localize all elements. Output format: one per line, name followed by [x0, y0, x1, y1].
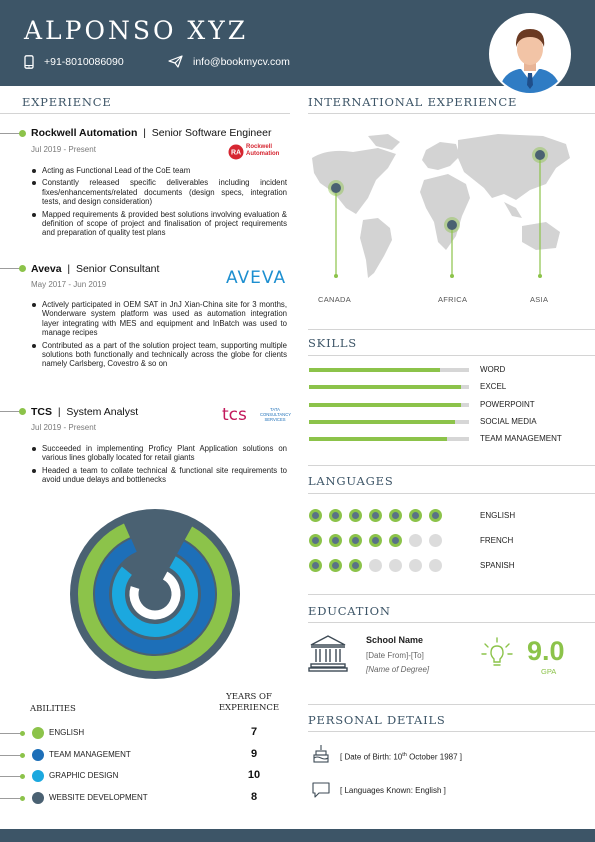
skill-name: SOCIAL MEDIA: [480, 417, 537, 426]
language-level-dot: [329, 534, 342, 547]
language-level-dot: [429, 559, 442, 572]
skill-row: [309, 417, 579, 429]
language-level-dot: [329, 509, 342, 522]
ability-label: GRAPHIC DESIGN: [49, 771, 119, 780]
ability-label: TEAM MANAGEMENT: [49, 750, 131, 759]
job-date: Jul 2019 - Present: [31, 145, 96, 154]
language-row: [309, 559, 579, 573]
timeline-dot: [19, 408, 26, 415]
education-dates: [Date From]-[To]: [366, 651, 424, 660]
ability-row: [0, 769, 290, 783]
education-top-divider: [308, 594, 595, 595]
timeline-dot: [19, 130, 26, 137]
skill-level-fill: [309, 420, 455, 424]
skill-name: POWERPOINT: [480, 400, 535, 409]
ability-years: 8: [250, 791, 258, 803]
language-level-dot: [409, 559, 422, 572]
date-of-birth: [ Date of Birth: 10th October 1987 ]: [340, 752, 463, 762]
map-label-asia: ASIA: [530, 295, 549, 304]
bullet-item: Headed a team to collate technical & functional site requirements to avoid undue delays and bottlenecks: [31, 466, 287, 485]
sea-islands-shape: [504, 202, 522, 218]
languages-divider: [308, 493, 595, 494]
map-label-africa: AFRICA: [438, 295, 468, 304]
europe-shape: [422, 142, 460, 170]
skill-bar: [309, 403, 469, 407]
skill-row: [309, 400, 579, 412]
ability-label: WEBSITE DEVELOPMENT: [49, 793, 148, 802]
timeline-dot: [19, 265, 26, 272]
company-name: Aveva: [31, 263, 62, 275]
gpa-label: GPA: [541, 667, 557, 676]
greenland-shape: [368, 134, 400, 150]
language-level-dot: [309, 559, 322, 572]
svg-text:RA: RA: [230, 149, 242, 157]
ability-years: 7: [250, 726, 258, 738]
job-title: Rockwell Automation | Senior Software Engineer: [31, 127, 272, 139]
phone-number: +91-8010086090: [44, 56, 124, 68]
africa-shape: [420, 174, 470, 250]
language-level-dot: [369, 534, 382, 547]
language-level-dot: [329, 559, 342, 572]
paper-plane-icon: [168, 55, 183, 68]
skill-level-fill: [309, 437, 447, 441]
job-title: TCS | System Analyst: [31, 406, 139, 418]
international-divider: [308, 113, 595, 114]
bullet-item: Constantly released specific deliverables including incident fixes/enhancements/related documents (design specs, integration tests, and design consideration): [31, 178, 287, 206]
abilities-radial-chart: [70, 509, 240, 679]
school-name: School Name: [366, 635, 424, 645]
phone-icon: [24, 55, 34, 69]
south-america-shape: [360, 218, 392, 278]
ability-row: [0, 726, 290, 740]
skill-level-fill: [309, 368, 440, 372]
personal-divider: [308, 731, 595, 732]
phone-contact: [24, 55, 124, 69]
aveva-logo: AVEVA: [226, 268, 287, 288]
ability-years: 9: [250, 748, 258, 760]
languages-heading: LANGUAGES: [308, 474, 394, 488]
job-bullets: [31, 300, 287, 372]
ability-color-dot: [32, 727, 44, 739]
language-level-dot: [409, 509, 422, 522]
language-level-dot: [389, 534, 402, 547]
skill-name: TEAM MANAGEMENT: [480, 434, 562, 443]
bank-building-icon: [308, 634, 348, 672]
company-name: TCS: [31, 406, 52, 418]
gpa-value: 9.0: [527, 636, 565, 666]
abilities-header: ABILITIES: [30, 704, 76, 714]
ability-years: 10: [247, 769, 261, 781]
skill-row: [309, 434, 579, 446]
company-name: Rockwell Automation: [31, 127, 138, 139]
email-contact: [168, 55, 290, 68]
language-level-dot: [349, 559, 362, 572]
email-address: info@bookmycv.com: [193, 55, 290, 68]
experience-divider: [0, 113, 290, 114]
timeline-connector: [0, 268, 20, 269]
job-title: Aveva | Senior Consultant: [31, 263, 160, 275]
language-level-dot: [409, 534, 422, 547]
ability-color-dot: [32, 770, 44, 782]
skill-bar: [309, 437, 469, 441]
radial-chart-core: [140, 579, 170, 609]
lightbulb-icon: [480, 636, 514, 670]
ability-row: [0, 791, 290, 805]
skills-divider: [308, 355, 595, 356]
language-name: ENGLISH: [480, 511, 516, 520]
skill-row: [309, 382, 579, 394]
skill-level-fill: [309, 403, 461, 407]
bullet-item: Succeeded in implementing Proficy Plant Application solutions on various lines globally located for retail giants: [31, 444, 287, 463]
skill-bar: [309, 420, 469, 424]
years-experience-header: YEARS OF EXPERIENCE: [218, 692, 280, 713]
profile-photo: [489, 13, 571, 95]
skills-heading: SKILLS: [308, 336, 357, 350]
australia-shape: [522, 222, 560, 250]
rockwell-logo: [228, 143, 290, 166]
job-role: Senior Consultant: [75, 263, 160, 275]
language-level-dot: [369, 559, 382, 572]
skill-bar: [309, 385, 469, 389]
language-level-dot: [429, 534, 442, 547]
world-map: [308, 128, 578, 293]
map-label-canada: CANADA: [318, 295, 352, 304]
timeline-connector: [0, 133, 20, 134]
speech-bubble-icon: [311, 781, 331, 799]
language-level-dot: [309, 509, 322, 522]
job-role: Senior Software Engineer: [151, 127, 272, 139]
asia-shape: [458, 134, 570, 200]
bullet-item: Contributed as a part of the solution project team, supporting multiple solutions both functionally and technically across the globe for clients namely Carlsberg, Covestro & so on: [31, 341, 287, 369]
language-level-dot: [389, 509, 402, 522]
job-bullets: [31, 444, 287, 488]
languages-top-divider: [308, 465, 595, 466]
language-level-dot: [429, 509, 442, 522]
language-row: [309, 509, 579, 523]
timeline-connector: [0, 411, 20, 412]
language-level-dot: [349, 534, 362, 547]
personal-heading: PERSONAL DETAILS: [308, 713, 446, 727]
skill-level-fill: [309, 385, 461, 389]
skill-name: WORD: [480, 365, 506, 374]
language-level-dot: [369, 509, 382, 522]
footer-bar: [0, 829, 595, 842]
language-level-dot: [309, 534, 322, 547]
experience-heading: EXPERIENCE: [22, 95, 112, 109]
bullet-item: Acting as Functional Lead of the CoE team: [31, 166, 287, 175]
personal-top-divider: [308, 704, 595, 705]
language-name: FRENCH: [480, 536, 514, 545]
ability-row: [0, 748, 290, 762]
ability-label: ENGLISH: [49, 728, 85, 737]
degree-name: [Name of Degree]: [366, 665, 430, 674]
bullet-item: Actively participated in OEM SAT in JnJ Xian-China site for 3 months, Wonderware system platform was used as automation integration layer integrating with MES and equipment and InBatch was used to manage recipes: [31, 300, 287, 338]
language-row: [309, 534, 579, 548]
rockwell-logo-text: Rockwell Automation: [246, 144, 280, 157]
north-america-shape: [312, 148, 396, 214]
candidate-name: ALPONSO XYZ: [24, 16, 249, 45]
education-divider: [308, 622, 595, 623]
education-heading: EDUCATION: [308, 604, 391, 618]
tcs-logo: tcs TATA CONSULTANCY SERVICES: [222, 405, 292, 425]
job-date: May 2017 - Jun 2019: [31, 280, 107, 289]
languages-known: [ Languages Known: English ]: [340, 786, 446, 795]
ability-color-dot: [32, 792, 44, 804]
skill-bar: [309, 368, 469, 372]
job-role: System Analyst: [66, 406, 139, 418]
language-level-dot: [349, 509, 362, 522]
ability-color-dot: [32, 749, 44, 761]
bullet-item: Mapped requirements & provided best solutions involving evaluation & definition of scope of project and finalisation of project requirements and preparation of quality test plans: [31, 210, 287, 238]
skills-top-divider: [308, 329, 595, 330]
skill-row: [309, 365, 579, 377]
job-date: Jul 2019 - Present: [31, 423, 96, 432]
job-bullets: [31, 166, 287, 241]
skill-name: EXCEL: [480, 382, 507, 391]
language-level-dot: [389, 559, 402, 572]
language-name: SPANISH: [480, 561, 515, 570]
international-heading: INTERNATIONAL EXPERIENCE: [308, 95, 518, 109]
birthday-cake-icon: [312, 744, 330, 764]
